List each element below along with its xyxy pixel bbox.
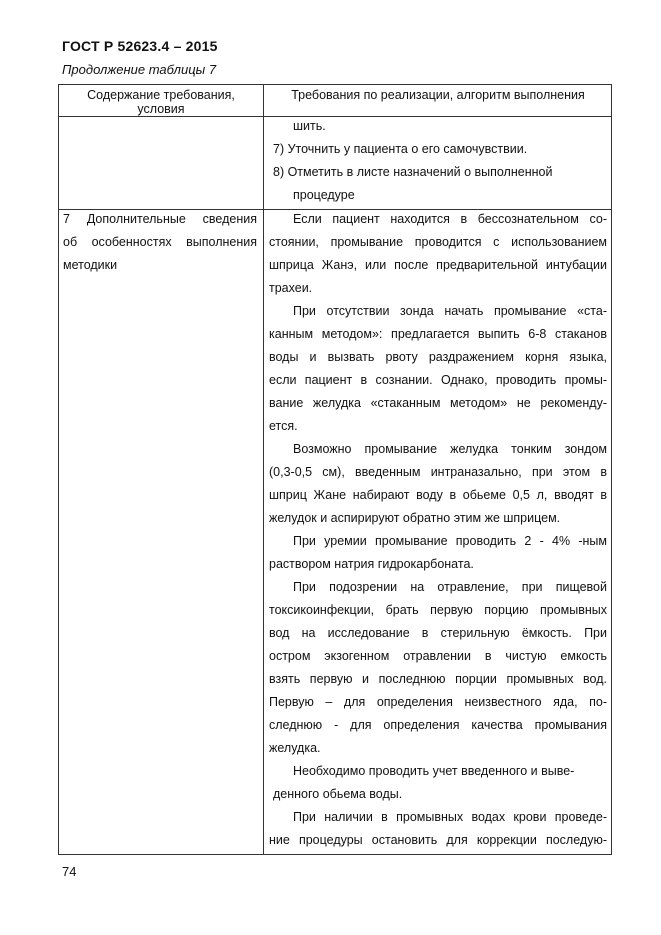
implementation-text-line: вод на исследование в стерильную ёмкость. При [269, 626, 607, 640]
implementation-text-line: взять первую и последнюю порции промывных вод. [269, 672, 607, 686]
implementation-text-line: Возможно промывание желудка тонким зондом [293, 442, 607, 456]
requirements-table [58, 84, 612, 855]
requirement-text-line: методики [63, 258, 118, 272]
implementation-text-line: раствором натрия гидрокарбоната. [269, 557, 474, 571]
column-header-requirement: Содержание требования, условия [87, 88, 235, 116]
column-divider [263, 85, 264, 854]
implementation-text-line: трахеи. [269, 281, 313, 295]
implementation-text-line: желудка. [269, 741, 321, 755]
row1-text-line: 8) Отметить в листе назначений о выполненной [273, 165, 553, 179]
column-header-implementation: Требования по реализации, алгоритм выполнения [291, 88, 585, 102]
implementation-text-line: Первую – для определения неизвестного яда, по- [269, 695, 607, 709]
requirement-text-line: об особенностях выполнения [63, 235, 257, 249]
implementation-text-line: остром экзогенном отравлении в чистую емкость [269, 649, 607, 663]
header-divider [59, 116, 611, 117]
implementation-text-line: шприца Жанэ, или после предварительной интубации [269, 258, 607, 272]
implementation-text-line: вание желудка «стаканным методом» не рекоменду- [269, 396, 607, 410]
implementation-text-line: воды и вызвать рвоту раздражением корня языка, [269, 350, 607, 364]
implementation-text-line: (0,3-0,5 см), введенным интраназально, при этом в [269, 465, 607, 479]
table-caption: Продолжение таблицы 7 [62, 62, 217, 77]
row1-text-line: 7) Уточнить у пациента о его самочувствии. [273, 142, 528, 156]
implementation-text-line: ние процедуры остановить для коррекции последую- [269, 833, 607, 847]
document-code: ГОСТ Р 52623.4 – 2015 [62, 38, 218, 54]
implementation-text-line: стоянии, промывание проводится с использованием [269, 235, 607, 249]
row1-text-line: процедуре [293, 188, 355, 202]
implementation-text-line: если пациент в сознании. Однако, проводить промы- [269, 373, 607, 387]
implementation-text-line: шприц Жане набирают воду в обьеме 0,5 л, вводят в [269, 488, 607, 502]
requirement-text-line: 7 Дополнительные сведения [63, 212, 257, 226]
implementation-text-line: При подозрении на отравление, при пищевой [293, 580, 607, 594]
implementation-text-line: Если пациент находится в бессознательном со- [293, 212, 607, 226]
implementation-text-line: токсикоинфекции, брать первую порцию промывных [269, 603, 607, 617]
page-number: 74 [62, 864, 77, 879]
implementation-text-line: При уремии промывание проводить 2 - 4% -ным [293, 534, 607, 548]
implementation-text-line: желудок и аспирируют обратно этим же шприцем. [269, 511, 561, 525]
implementation-text-line: При отсутствии зонда начать промывание «ста- [293, 304, 607, 318]
implementation-text-line: следнюю - для определения качества промывания [269, 718, 607, 732]
row-divider [59, 209, 611, 210]
implementation-text-line: ется. [269, 419, 298, 433]
implementation-text-line: При наличии в промывных водах крови проведе- [293, 810, 607, 824]
implementation-text-line: канным методом»: предлагается выпить 6-8 стаканов [269, 327, 607, 341]
implementation-text-line: Необходимо проводить учет введенного и выве- [293, 764, 575, 778]
row1-text-line: шить. [293, 119, 326, 133]
implementation-text-line: денного обьема воды. [273, 787, 403, 801]
